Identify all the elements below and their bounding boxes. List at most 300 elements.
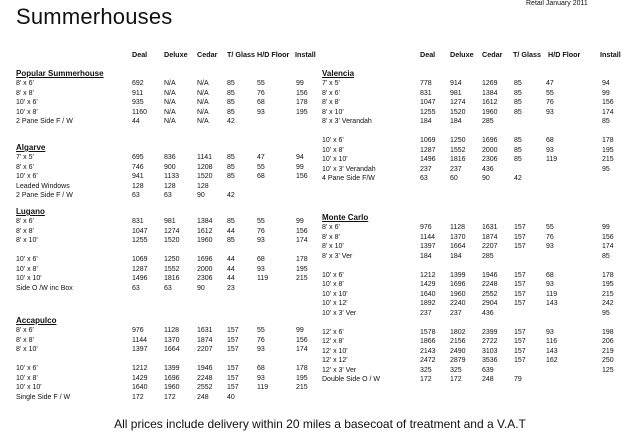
cell-tglass: 85 (227, 89, 235, 97)
cell-cedar: N/A (197, 89, 209, 97)
cell-deal: 1892 (420, 300, 436, 307)
price-row (14, 285, 324, 295)
cell-cedar: 3536 (482, 357, 498, 364)
cell-cedar: 639 (482, 366, 494, 374)
cell-size: Side O /W inc Box (16, 284, 73, 292)
cell-tglass: 85 (514, 108, 522, 116)
cell-install: 178 (602, 271, 614, 279)
cell-tglass: 157 (514, 290, 526, 298)
cell-cedar: 2207 (482, 243, 498, 250)
left-column-header (14, 50, 324, 60)
price-row (14, 247, 324, 257)
header-deal: Deal (132, 50, 148, 59)
cell-size: 10' x 3' Verandah (322, 165, 376, 173)
cell-tglass: 157 (514, 338, 526, 345)
cell-size: 8' x 3' Verandah (322, 118, 372, 125)
cell-deluxe: 2240 (450, 300, 466, 307)
cell-deal: 237 (420, 165, 432, 173)
price-row (14, 337, 324, 347)
price-row (320, 367, 636, 377)
price-row (14, 228, 324, 238)
cell-install: 195 (602, 281, 614, 288)
cell-tglass: 157 (514, 281, 526, 288)
cell-cedar: 285 (482, 252, 494, 260)
cell-hd-floor: 55 (546, 224, 554, 231)
cell-tglass: 85 (514, 99, 522, 106)
cell-tglass: 85 (227, 154, 235, 161)
cell-tglass: 44 (227, 256, 235, 263)
cell-hd-floor: 68 (257, 99, 265, 106)
cell-cedar: 436 (482, 309, 494, 317)
cell-deluxe: N/A (164, 80, 176, 87)
cell-deluxe: 325 (450, 366, 462, 374)
cell-cedar: 2207 (197, 346, 213, 353)
cell-tglass: 85 (514, 80, 522, 87)
cell-install: 215 (296, 275, 308, 282)
cell-tglass: 85 (514, 156, 522, 163)
cell-deal: 184 (420, 118, 432, 125)
price-row (320, 281, 636, 291)
cell-install: 178 (296, 99, 308, 106)
cell-deluxe: 128 (164, 182, 176, 190)
cell-size: 12' x 3' Ver (322, 366, 357, 374)
cell-cedar: 90 (197, 192, 205, 199)
cell-tglass: 44 (227, 227, 235, 235)
cell-hd-floor: 76 (257, 89, 265, 97)
cell-deluxe: 836 (164, 154, 176, 161)
cell-deluxe: 1274 (450, 99, 466, 106)
cell-size: 12' x 12' (322, 357, 348, 364)
cell-size: 10' x 6' (322, 137, 344, 144)
cell-deluxe: 1816 (450, 156, 466, 163)
cell-deal: 44 (132, 118, 140, 125)
cell-deluxe: 1802 (450, 328, 466, 336)
cell-cedar: 2248 (197, 374, 213, 382)
cell-deal: 1640 (132, 384, 148, 391)
cell-hd-floor: 119 (257, 275, 269, 282)
cell-deal: 1047 (132, 227, 148, 235)
cell-deluxe: 1664 (164, 346, 180, 353)
cell-deluxe: 1274 (164, 227, 180, 235)
price-row (14, 218, 324, 228)
cell-tglass: 157 (227, 365, 239, 372)
cell-hd-floor: 93 (546, 243, 554, 250)
cell-tglass: 85 (227, 218, 235, 225)
cell-cedar: 2904 (482, 300, 498, 307)
cell-install: 99 (296, 163, 304, 171)
cell-deal: 1397 (132, 346, 148, 353)
cell-size: 8' x 8' (322, 233, 340, 241)
cell-hd-floor: 162 (546, 357, 558, 364)
cell-hd-floor: 119 (546, 290, 558, 298)
cell-deal: 692 (132, 80, 144, 87)
header-tglass: T/ Glass (227, 50, 255, 59)
cell-cedar: 1946 (197, 365, 213, 372)
cell-deluxe: 1370 (164, 336, 180, 344)
cell-cedar: 1384 (197, 218, 213, 225)
cell-install: 174 (602, 108, 614, 116)
cell-deal: 128 (132, 182, 144, 190)
header-hd-floor: H/D Floor (548, 50, 581, 59)
cell-deluxe: 172 (450, 376, 462, 383)
cell-hd-floor: 68 (257, 173, 265, 180)
cell-size: 8' x 3' Ver (322, 252, 353, 260)
cell-deluxe: N/A (164, 89, 176, 97)
cell-cedar: N/A (197, 118, 209, 125)
cell-deal: 1287 (420, 146, 436, 154)
cell-deal: 831 (132, 218, 144, 225)
cell-install: 94 (602, 80, 610, 87)
cell-deal: 976 (420, 224, 432, 231)
cell-deal: 63 (132, 284, 140, 292)
cell-tglass: 157 (227, 384, 239, 391)
cell-size: 8' x 6' (322, 224, 340, 231)
header-cedar: Cedar (197, 50, 218, 59)
cell-cedar: 2306 (482, 156, 498, 163)
cell-cedar: 1960 (197, 237, 213, 244)
cell-cedar: 1208 (197, 163, 213, 171)
cell-deal: 1160 (132, 108, 148, 116)
cell-deal: 1496 (420, 156, 436, 163)
cell-hd-floor: 76 (546, 99, 554, 106)
cell-cedar: 3103 (482, 347, 498, 355)
cell-install: 195 (296, 374, 308, 382)
cell-size: Double Side O / W (322, 376, 380, 383)
price-row (14, 192, 324, 202)
cell-install: 99 (296, 327, 304, 334)
price-row (14, 275, 324, 285)
cell-deluxe: 63 (164, 192, 172, 199)
cell-deluxe: 900 (164, 163, 176, 171)
cell-deal: 1255 (420, 108, 436, 116)
cell-size: 12' x 6' (322, 328, 344, 336)
cell-install: 99 (296, 218, 304, 225)
cell-deal: 1144 (132, 336, 148, 344)
cell-deal: 1640 (420, 290, 436, 298)
cell-hd-floor: 93 (546, 328, 554, 336)
cell-cedar: 1696 (197, 256, 213, 263)
cell-install: 250 (602, 357, 614, 364)
cell-deal: 1069 (132, 256, 148, 263)
price-row (320, 118, 636, 128)
cell-install: 99 (602, 89, 610, 97)
cell-size: 10' x 8' (16, 265, 38, 273)
price-row (320, 376, 636, 386)
cell-hd-floor: 76 (257, 227, 265, 235)
cell-hd-floor: 119 (546, 156, 558, 163)
section-title: Lugano (16, 207, 45, 216)
cell-tglass: 157 (514, 328, 526, 336)
header-tglass: T/ Glass (513, 50, 541, 59)
cell-deluxe: 1664 (450, 243, 466, 250)
cell-tglass: 157 (514, 271, 526, 279)
cell-deluxe: 1399 (450, 271, 466, 279)
cell-size: 8' x 10' (322, 243, 344, 250)
cell-cedar: 2000 (197, 265, 213, 273)
cell-size: 2 Pane Side F / W (16, 118, 73, 125)
cell-install: 242 (602, 300, 614, 307)
cell-size: 7' x 5' (322, 80, 340, 87)
cell-deluxe: 1128 (450, 224, 466, 231)
cell-size: 2 Pane Side F / W (16, 192, 73, 199)
cell-deluxe: 237 (450, 165, 462, 173)
cell-hd-floor: 93 (257, 346, 265, 353)
cell-hd-floor: 93 (546, 108, 554, 116)
cell-install: 156 (602, 233, 614, 241)
cell-hd-floor: 68 (257, 256, 265, 263)
price-row (320, 90, 636, 100)
cell-deal: 184 (420, 252, 432, 260)
price-row (14, 327, 324, 337)
cell-deluxe: 63 (164, 284, 172, 292)
cell-install: 156 (602, 99, 614, 106)
cell-size: 8' x 8' (16, 336, 34, 344)
cell-cedar: 1946 (482, 271, 498, 279)
cell-cedar: 128 (197, 182, 209, 190)
cell-size: 8' x 6' (322, 89, 340, 97)
cell-deluxe: N/A (164, 118, 176, 125)
price-row (320, 329, 636, 339)
cell-deluxe: 1250 (164, 256, 180, 263)
cell-install: 156 (296, 227, 308, 235)
cell-install: 94 (296, 154, 304, 161)
cell-tglass: 157 (514, 347, 526, 355)
section-title: Valencia (322, 69, 355, 78)
cell-cedar: 248 (482, 376, 494, 383)
cell-hd-floor: 55 (257, 163, 265, 171)
cell-cedar: 1874 (482, 233, 498, 241)
cell-deal: 911 (132, 89, 144, 97)
delivery-footer-note: All prices include delivery within 20 miles a basecoat of treatment and a V.A.T (114, 417, 526, 431)
cell-install: 85 (602, 252, 610, 260)
cell-cedar: 1612 (197, 227, 213, 235)
cell-tglass: 44 (227, 275, 235, 282)
cell-deluxe: N/A (164, 108, 176, 116)
cell-cedar: N/A (197, 80, 209, 87)
cell-hd-floor: 93 (257, 108, 265, 116)
price-row (14, 375, 324, 385)
cell-tglass: 157 (227, 336, 239, 344)
cell-install: 178 (296, 365, 308, 372)
cell-hd-floor: 93 (257, 265, 265, 273)
cell-hd-floor: 93 (546, 281, 554, 288)
cell-deluxe: 172 (164, 393, 176, 401)
price-row (320, 272, 636, 282)
cell-deluxe: 1520 (450, 108, 466, 116)
cell-deal: 63 (132, 192, 140, 199)
price-row (320, 234, 636, 244)
cell-deluxe: 981 (164, 218, 176, 225)
cell-cedar: 1520 (197, 173, 213, 180)
cell-tglass: 85 (227, 99, 235, 106)
header-deluxe: Deluxe (450, 50, 474, 59)
price-row (14, 183, 324, 193)
cell-size: 8' x 10' (322, 108, 344, 116)
cell-hd-floor: 55 (257, 80, 265, 87)
cell-tglass: 42 (227, 192, 235, 199)
cell-tglass: 42 (227, 118, 235, 125)
cell-install: 156 (296, 89, 308, 97)
cell-hd-floor: 76 (257, 336, 265, 344)
cell-tglass: 157 (227, 374, 239, 382)
cell-size: 10' x 10' (16, 275, 42, 282)
price-row (320, 357, 636, 367)
price-row (14, 90, 324, 100)
price-row (14, 164, 324, 174)
cell-hd-floor: 119 (257, 384, 269, 391)
cell-size: 7' x 5' (16, 154, 34, 161)
cell-cedar: 90 (482, 175, 490, 182)
price-row (320, 348, 636, 358)
cell-cedar: 2552 (197, 384, 213, 391)
cell-tglass: 85 (227, 80, 235, 87)
cell-hd-floor: 93 (546, 146, 554, 154)
cell-tglass: 23 (227, 284, 235, 292)
section-title: Monte Carlo (322, 213, 369, 222)
cell-install: 174 (602, 243, 614, 250)
cell-size: 10' x 8' (322, 146, 344, 154)
price-row (320, 109, 636, 119)
cell-install: 215 (602, 156, 614, 163)
cell-hd-floor: 47 (546, 80, 554, 87)
cell-size: 10' x 6' (16, 256, 38, 263)
price-row (14, 99, 324, 109)
price-row (320, 80, 636, 90)
cell-size: 8' x 10' (16, 346, 38, 353)
cell-install: 178 (602, 137, 614, 144)
cell-hd-floor: 143 (546, 347, 558, 355)
cell-deal: 1429 (420, 281, 436, 288)
cell-deluxe: 981 (450, 89, 462, 97)
cell-deal: 1287 (132, 265, 148, 273)
cell-tglass: 85 (227, 237, 235, 244)
cell-install: 125 (602, 366, 614, 374)
retail-date-note: Retail January 2011 (526, 0, 588, 7)
header-hd-floor: H/D Floor (257, 50, 290, 59)
price-row (14, 256, 324, 266)
cell-tglass: 85 (514, 146, 522, 154)
cell-size: 8' x 6' (16, 327, 34, 334)
cell-deluxe: 60 (450, 175, 458, 182)
cell-deal: 172 (420, 376, 432, 383)
cell-size: 12' x 8' (322, 338, 344, 345)
cell-hd-floor: 55 (257, 218, 265, 225)
cell-cedar: 1612 (482, 99, 498, 106)
price-row (320, 224, 636, 234)
cell-tglass: 40 (227, 393, 235, 401)
cell-cedar: N/A (197, 108, 209, 116)
cell-size: 12' x 10' (322, 347, 348, 355)
cell-size: 10' x 6' (16, 99, 38, 106)
cell-install: 99 (602, 224, 610, 231)
cell-tglass: 79 (514, 376, 522, 383)
cell-deal: 1255 (132, 237, 148, 244)
cell-deluxe: N/A (164, 99, 176, 106)
cell-hd-floor: 116 (546, 338, 558, 345)
cell-deluxe: 1816 (164, 275, 180, 282)
cell-cedar: 248 (197, 393, 209, 401)
cell-hd-floor: 143 (546, 300, 558, 307)
cell-cedar: 1960 (482, 108, 498, 116)
cell-deal: 746 (132, 163, 144, 171)
cell-deluxe: 914 (450, 80, 462, 87)
cell-install: 95 (602, 165, 610, 173)
cell-cedar: 2248 (482, 281, 498, 288)
cell-deluxe: 2879 (450, 357, 466, 364)
price-row (14, 394, 324, 404)
cell-deluxe: 184 (450, 252, 462, 260)
cell-deluxe: 1399 (164, 365, 180, 372)
cell-size: 10' x 8' (16, 108, 38, 116)
cell-hd-floor: 93 (257, 374, 265, 382)
cell-size: 8' x 10' (16, 237, 38, 244)
cell-install: 215 (296, 384, 308, 391)
price-row (14, 154, 324, 164)
cell-size: Leaded Windows (16, 182, 70, 190)
cell-deal: 172 (132, 393, 144, 401)
cell-hd-floor: 76 (546, 233, 554, 241)
cell-tglass: 157 (514, 224, 526, 231)
cell-size: 8' x 6' (16, 80, 34, 87)
right-column-header (320, 50, 636, 60)
price-row (14, 173, 324, 183)
cell-hd-floor: 68 (257, 365, 265, 372)
price-row (14, 109, 324, 119)
header-cedar: Cedar (482, 50, 503, 59)
price-row (320, 175, 636, 185)
price-row (320, 253, 636, 263)
cell-size: 8' x 6' (16, 218, 34, 225)
cell-deal: 935 (132, 99, 144, 106)
cell-deal: 1212 (132, 365, 148, 372)
cell-cedar: 1631 (482, 224, 498, 231)
cell-deluxe: 1960 (164, 384, 180, 391)
price-row (320, 243, 636, 253)
price-row (14, 118, 324, 128)
cell-size: 10' x 12' (322, 300, 348, 307)
cell-size: 10' x 8' (322, 281, 344, 288)
cell-tglass: 85 (227, 173, 235, 180)
cell-deal: 1429 (132, 374, 148, 382)
cell-size: 8' x 8' (16, 89, 34, 97)
cell-deluxe: 1960 (450, 290, 466, 298)
cell-deal: 325 (420, 366, 432, 374)
cell-size: 10' x 8' (16, 374, 38, 382)
cell-cedar: 1141 (197, 154, 213, 161)
price-row (14, 365, 324, 375)
cell-deluxe: 1552 (164, 265, 180, 273)
cell-cedar: 1696 (482, 137, 498, 144)
cell-tglass: 42 (514, 175, 522, 182)
price-row (14, 80, 324, 90)
price-row (14, 266, 324, 276)
section-title: Popular Summerhouse (16, 69, 104, 78)
cell-cedar: 2552 (482, 290, 498, 298)
cell-size: 10' x 6' (16, 173, 38, 180)
price-row (320, 262, 636, 272)
cell-size: 10' x 6' (322, 271, 344, 279)
cell-install: 195 (296, 265, 308, 273)
cell-deluxe: 1552 (450, 146, 466, 154)
price-row (14, 346, 324, 356)
cell-hd-floor: 47 (257, 154, 265, 161)
cell-deal: 1496 (132, 275, 148, 282)
cell-install: 198 (602, 328, 614, 336)
cell-deal: 1069 (420, 137, 436, 144)
cell-deal: 1047 (420, 99, 436, 106)
cell-deluxe: 2490 (450, 347, 466, 355)
cell-cedar: 1631 (197, 327, 213, 334)
